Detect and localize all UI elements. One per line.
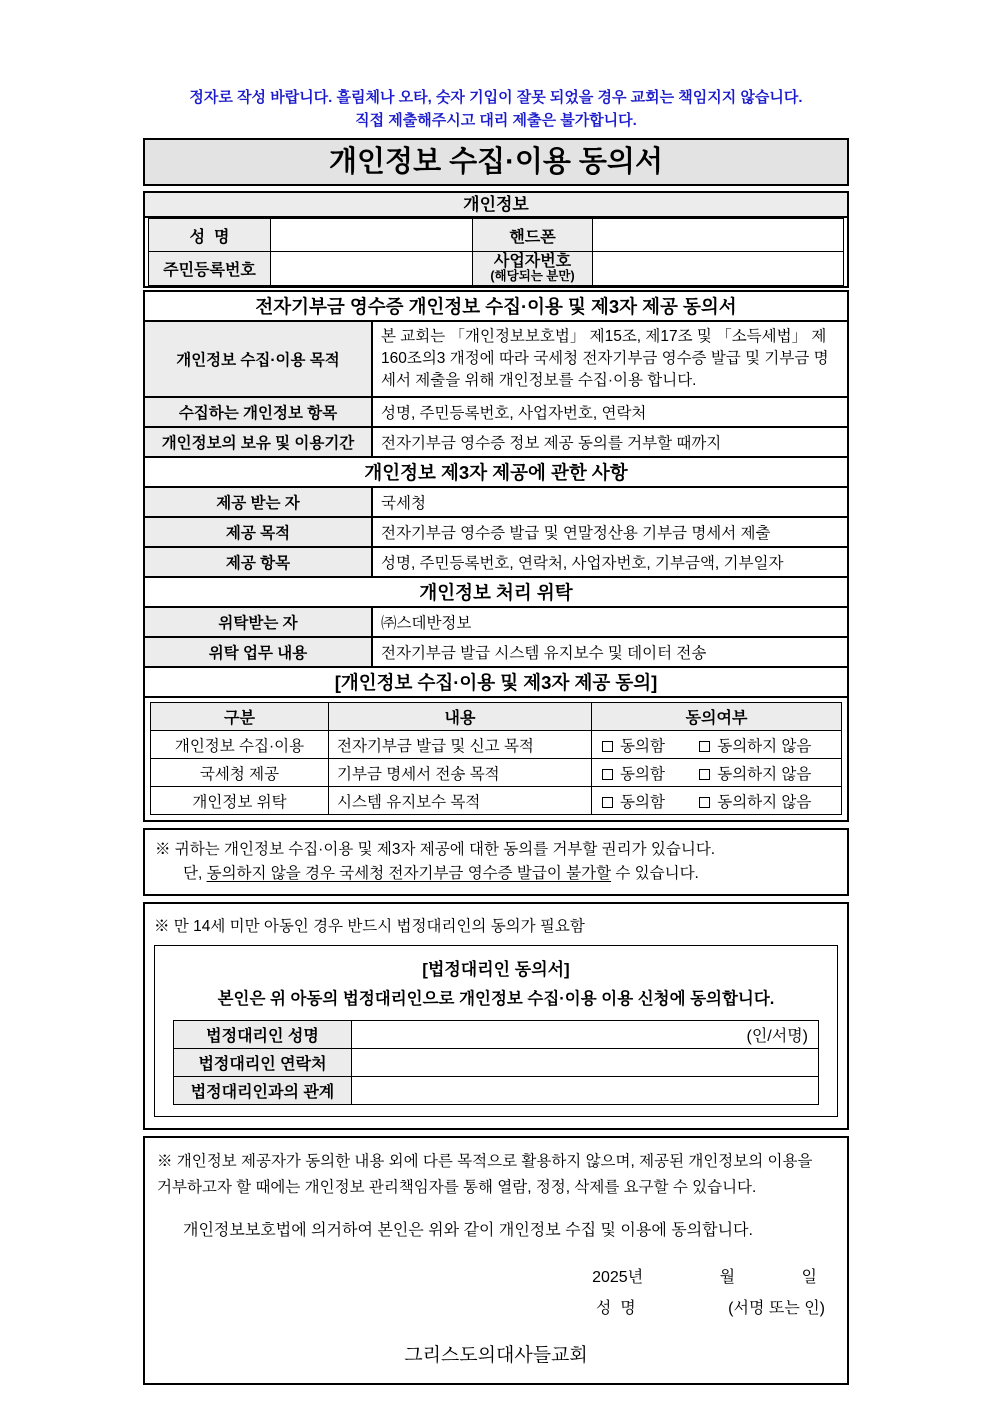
table-row bbox=[174, 1021, 819, 1049]
agreement-row-category: 개인정보 수집·이용 bbox=[151, 731, 329, 759]
items-value: 성명, 주민등록번호, 사업자번호, 연락처 bbox=[372, 397, 848, 427]
outsourced-work-label: 위탁 업무 내용 bbox=[144, 637, 372, 667]
minor-note: ※ 만 14세 미만 아동인 경우 반드시 법정대리인의 동의가 필요함 bbox=[154, 918, 585, 935]
outsourcing-table bbox=[143, 606, 849, 668]
table-row bbox=[144, 321, 848, 397]
provision-purpose-label: 제공 목적 bbox=[144, 517, 372, 547]
rrn-label: 주민등록번호 bbox=[149, 252, 271, 286]
agree-option-label: 동의함 bbox=[620, 737, 665, 755]
checkbox-agree-icon[interactable] bbox=[602, 769, 613, 780]
footer-section bbox=[143, 1136, 849, 1385]
table-row bbox=[144, 397, 848, 427]
agreement-row-content: 전자기부금 발급 및 신고 목적 bbox=[329, 731, 592, 759]
usage-note bbox=[157, 1149, 835, 1201]
usage-note-line-2: 거부하고자 할 때에는 개인정보 관리책임자를 통해 열람, 정정, 삭제를 요구할 수 있습니다. bbox=[157, 1179, 757, 1196]
form-title: 개인정보 수집·이용 동의서 bbox=[143, 138, 849, 186]
table-header-row bbox=[151, 703, 842, 731]
agreement-row-content: 기부금 명세서 전송 목적 bbox=[329, 759, 592, 787]
column-consent: 동의여부 bbox=[592, 703, 842, 731]
final-consent-statement: 개인정보보호법에 의거하여 본인은 위와 같이 개인정보 수집 및 이용에 동의합니다. bbox=[183, 1222, 753, 1239]
disagree-option[interactable] bbox=[699, 766, 811, 783]
refusal-note-line-2 bbox=[155, 862, 837, 886]
outsourced-work-value: 전자기부금 발급 시스템 유지보수 및 데이터 전송 bbox=[372, 637, 848, 667]
third-party-section-header: 개인정보 제3자 제공에 관한 사항 bbox=[143, 456, 849, 488]
refusal-note-box bbox=[143, 828, 849, 896]
handwriting-notice bbox=[143, 86, 849, 132]
guardian-name-input-cell[interactable] bbox=[352, 1021, 819, 1049]
table-row bbox=[144, 637, 848, 667]
notice-line-1: 정자로 작성 바랍니다. 흘림체나 오타, 숫자 기입이 잘못 되었을 경우 교회는 책임지지 않습니다. bbox=[189, 89, 803, 106]
guardian-consent-box bbox=[154, 945, 838, 1117]
agree-option[interactable] bbox=[602, 738, 665, 755]
name-input-cell[interactable] bbox=[271, 219, 473, 252]
column-category: 구분 bbox=[151, 703, 329, 731]
refusal-note-suffix: 수 있습니다. bbox=[611, 865, 699, 882]
refusal-note-prefix: 단, bbox=[183, 865, 207, 882]
disagree-option-label: 동의하지 않음 bbox=[717, 737, 812, 755]
checkbox-disagree-icon[interactable] bbox=[699, 741, 710, 752]
guardian-table bbox=[173, 1020, 819, 1105]
agreement-table-wrap bbox=[143, 696, 849, 822]
agree-option[interactable] bbox=[602, 794, 665, 811]
agreement-row-choices bbox=[592, 787, 842, 815]
guardian-relation-label: 법정대리인과의 관계 bbox=[174, 1077, 352, 1105]
table-row bbox=[144, 487, 848, 517]
table-row bbox=[149, 219, 844, 252]
business-number-label bbox=[473, 252, 593, 286]
guardian-contact-label: 법정대리인 연락처 bbox=[174, 1049, 352, 1077]
table-row bbox=[149, 252, 844, 286]
disagree-option-label: 동의하지 않음 bbox=[717, 793, 812, 811]
agreement-section-header: [개인정보 수집·이용 및 제3자 제공 동의] bbox=[143, 666, 849, 698]
agreement-row-category: 개인정보 위탁 bbox=[151, 787, 329, 815]
disagree-option[interactable] bbox=[699, 738, 811, 755]
agree-option[interactable] bbox=[602, 766, 665, 783]
table-row bbox=[144, 427, 848, 457]
signature-line bbox=[157, 1295, 835, 1318]
phone-input-cell[interactable] bbox=[593, 219, 844, 252]
checkbox-agree-icon[interactable] bbox=[602, 797, 613, 808]
business-number-sublabel: (해당되는 분만) bbox=[490, 269, 575, 283]
table-row bbox=[151, 759, 842, 787]
agreement-row-choices bbox=[592, 759, 842, 787]
checkbox-disagree-icon[interactable] bbox=[699, 797, 710, 808]
trustee-value: ㈜스데반정보 bbox=[372, 607, 848, 637]
guardian-relation-input-cell[interactable] bbox=[352, 1077, 819, 1105]
refusal-note-underlined: 동의하지 않을 경우 국세청 전자기부금 영수증 발급이 불가할 bbox=[206, 865, 612, 882]
guardian-name-label: 법정대리인 성명 bbox=[174, 1021, 352, 1049]
personal-info-section bbox=[143, 191, 849, 288]
agree-option-label: 동의함 bbox=[620, 765, 665, 783]
retention-value: 전자기부금 영수증 정보 제공 동의를 거부할 때까지 bbox=[372, 427, 848, 457]
disagree-option[interactable] bbox=[699, 794, 811, 811]
outsourcing-section-header: 개인정보 처리 위탁 bbox=[143, 576, 849, 608]
personal-info-header: 개인정보 bbox=[145, 193, 847, 218]
table-row bbox=[144, 547, 848, 577]
date-line bbox=[157, 1264, 835, 1287]
recipient-label: 제공 받는 자 bbox=[144, 487, 372, 517]
agreement-row-content: 시스템 유지보수 목적 bbox=[329, 787, 592, 815]
form-content bbox=[143, 0, 849, 1385]
provision-purpose-value: 전자기부금 영수증 발급 및 연말정산용 기부금 명세서 제출 bbox=[372, 517, 848, 547]
disagree-option-label: 동의하지 않음 bbox=[717, 765, 812, 783]
personal-info-table bbox=[148, 218, 844, 286]
rrn-input-cell[interactable] bbox=[271, 252, 473, 286]
signature-suffix: (서명 또는 인) bbox=[728, 1300, 825, 1317]
agree-option-label: 동의함 bbox=[620, 793, 665, 811]
edonation-table bbox=[143, 320, 849, 458]
guardian-section bbox=[143, 902, 849, 1130]
third-party-table bbox=[143, 486, 849, 578]
checkbox-disagree-icon[interactable] bbox=[699, 769, 710, 780]
edonation-section-header: 전자기부금 영수증 개인정보 수집·이용 및 제3자 제공 동의서 bbox=[143, 290, 849, 322]
signature-name-label: 성 명 bbox=[595, 1300, 636, 1317]
table-row bbox=[174, 1049, 819, 1077]
seal-signature-hint: (인/서명) bbox=[746, 1028, 808, 1045]
phone-label: 핸드폰 bbox=[473, 219, 593, 252]
notice-line-2: 직접 제출해주시고 대리 제출은 불가합니다. bbox=[355, 112, 637, 129]
date-month-label: 월 bbox=[719, 1269, 736, 1286]
table-row bbox=[151, 731, 842, 759]
purpose-label: 개인정보 수집·이용 목적 bbox=[144, 321, 372, 397]
recipient-value: 국세청 bbox=[372, 487, 848, 517]
checkbox-agree-icon[interactable] bbox=[602, 741, 613, 752]
agreement-row-choices bbox=[592, 731, 842, 759]
guardian-consent-title: [법정대리인 동의서] bbox=[422, 960, 570, 979]
usage-note-line-1: ※ 개인정보 제공자가 동의한 내용 외에 다른 목적으로 활용하지 않으며, 제공된 개인정보의 이용을 bbox=[157, 1153, 813, 1170]
retention-label: 개인정보의 보유 및 이용기간 bbox=[144, 427, 372, 457]
table-row bbox=[144, 517, 848, 547]
agreement-row-category: 국세청 제공 bbox=[151, 759, 329, 787]
table-row bbox=[174, 1077, 819, 1105]
trustee-label: 위탁받는 자 bbox=[144, 607, 372, 637]
guardian-consent-statement: 본인은 위 아동의 법정대리인으로 개인정보 수집·이용 이용 신청에 동의합니다. bbox=[217, 990, 775, 1008]
provision-items-value: 성명, 주민등록번호, 연락처, 사업자번호, 기부금액, 기부일자 bbox=[372, 547, 848, 577]
table-row bbox=[144, 607, 848, 637]
business-number-input-cell[interactable] bbox=[593, 252, 844, 286]
purpose-value: 본 교회는 「개인정보보호법」 제15조, 제17조 및 「소득세법」 제160조의3 개정에 따라 국세청 전자기부금 영수증 발급 및 기부금 명세서 제출을 위해 개인정보를 수집·이용 합니다. bbox=[372, 321, 848, 397]
provision-items-label: 제공 항목 bbox=[144, 547, 372, 577]
refusal-note-line-1: ※ 귀하는 개인정보 수집·이용 및 제3자 제공에 대한 동의를 거부할 권리가 있습니다. bbox=[155, 841, 716, 858]
date-day-label: 일 bbox=[801, 1269, 817, 1286]
name-label: 성 명 bbox=[149, 219, 271, 252]
business-number-label-main: 사업자번호 bbox=[493, 253, 572, 270]
column-content: 내용 bbox=[329, 703, 592, 731]
guardian-contact-input-cell[interactable] bbox=[352, 1049, 819, 1077]
items-label: 수집하는 개인정보 항목 bbox=[144, 397, 372, 427]
date-year: 2025년 bbox=[592, 1269, 644, 1286]
agreement-table bbox=[150, 702, 842, 815]
church-name: 그리스도의대사들교회 bbox=[404, 1345, 588, 1366]
table-row bbox=[151, 787, 842, 815]
